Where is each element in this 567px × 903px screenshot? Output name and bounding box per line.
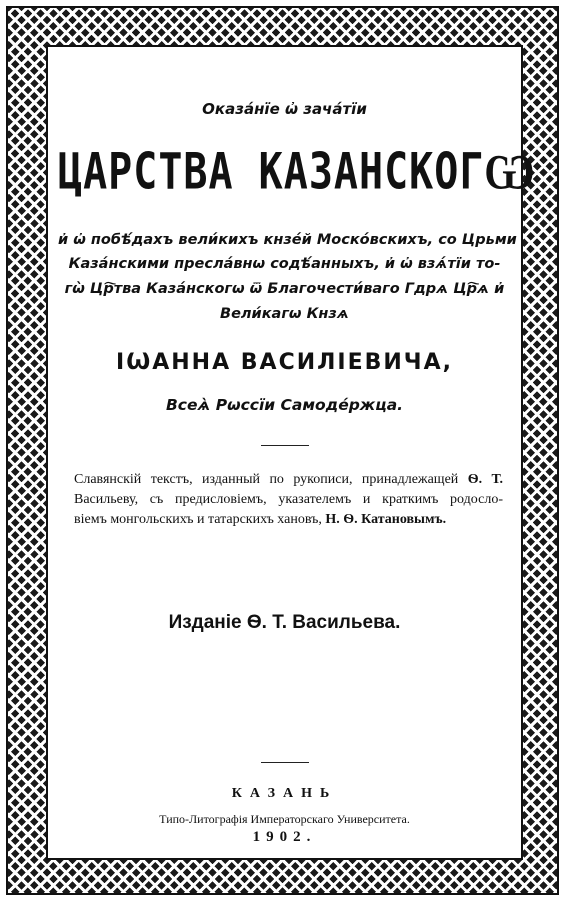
- description-line-1: и҆ ѡ҆ побѣ́дахъ вели́кихъ кнзе́й Моско́вскихъ, со Црьми: [58, 232, 517, 248]
- info-line-1-text: Славянскій текстъ, изданный по рукописи, принадлежащей: [74, 472, 459, 487]
- printer: Типо-Литографія Императорскаго Университета.: [159, 812, 410, 826]
- divider-rule-bottom: [261, 762, 309, 763]
- info-owner: Ѳ. Т.: [467, 472, 503, 487]
- tsar-title: Всеѧ̀ Рѡссїи Самоде́ржца.: [165, 396, 404, 414]
- divider-rule: [261, 445, 309, 446]
- ornamental-border: [6, 6, 559, 895]
- title-page-panel: [46, 45, 536, 860]
- title-page-content: [48, 47, 536, 858]
- info-line-3: [74, 512, 446, 528]
- description-line-2: Каза́нскими пресла́внѡ содѣ́анныхъ, и҆ ѡ҆ взѧ́тїи то-: [68, 256, 501, 272]
- description-line-4: Вели́кагѡ Кнзѧ: [220, 306, 349, 322]
- info-line-3-text: віемъ монгольскихъ и татарскихъ хановъ,: [74, 512, 322, 527]
- edition-line: Изданіе Ѳ. Т. Васильева.: [168, 612, 401, 633]
- year: 1902.: [252, 829, 317, 845]
- tsar-name: ІѠАННА ВАСИЛІЕВИЧА,: [116, 350, 453, 375]
- info-editor: Н. Ѳ. Катановымъ.: [325, 512, 447, 527]
- subtitle-top: Оказа́нїе ѡ҆ зача́тїи: [202, 100, 367, 118]
- city: КАЗАНЬ: [231, 786, 338, 801]
- main-title: ЦАРСТВА КАЗАНСКОГѠ: [58, 143, 536, 201]
- description-line-3: гѡ̀ Цр҇тва Каза́нскогѡ ѿ Благочести́ваго Гдрѧ Цр҇ѧ и҆: [64, 281, 505, 297]
- info-line-2: Васильеву, съ предисловіемъ, указателемъ и краткимъ родосло-: [74, 492, 503, 507]
- info-line-1: [74, 472, 503, 488]
